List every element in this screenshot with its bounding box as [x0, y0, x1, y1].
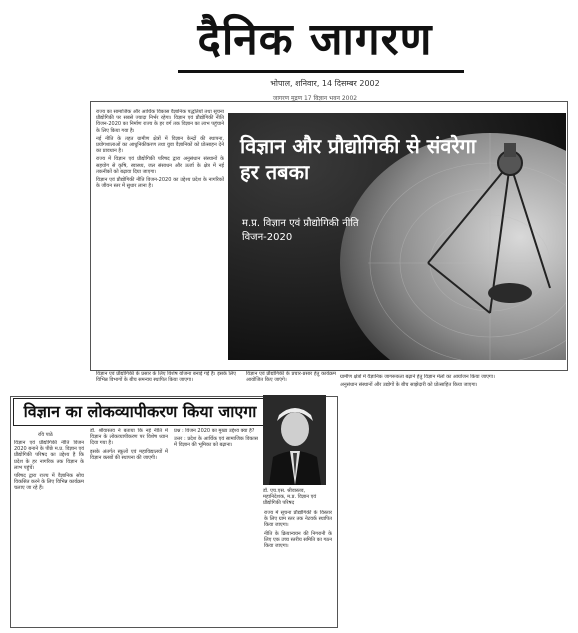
paragraph: प्रश्न : विजन 2020 का मुख्य उद्देश्य क्या है? [174, 428, 255, 434]
paragraph: अनुसंधान संस्थानों और उद्योगों के बीच साझेदारी को प्रोत्साहित किया जाएगा। [340, 382, 478, 389]
paragraph: इसके अंतर्गत स्कूलों एवं महाविद्यालयों में विज्ञान क्लबों की स्थापना की जाएगी। [90, 448, 168, 461]
paragraph: राज्य में विज्ञान एवं प्रौद्योगिकी परिषद द्वारा अनुसंधान संस्थानों के सहयोग से कृषि, स्वास्थ्य, जल संसाधन और ऊर्जा के क्षेत्र में नई तकनीकों को बढ़ावा दिया जाएगा। [96, 156, 224, 175]
paragraph: ग्रामीण क्षेत्रों में वैज्ञानिक जागरूकता बढ़ाने हेतु विज्ञान मेलों का आयोजन किया जाएगा। [340, 374, 495, 380]
article-column [90, 428, 168, 624]
article-continuation [246, 371, 336, 395]
dateline: भोपाल, शनिवार, 14 दिसम्बर 2002 [270, 79, 380, 88]
newspaper-title: दैनिक जागरण [197, 14, 433, 65]
paragraph: विज्ञान एवं प्रौद्योगिकी के प्रसार के लिए विशेष योजना बनाई गई है। इसके लिए विभिन्न विभागों के बीच समन्वय स्थापित किया जाएगा। [96, 371, 236, 384]
article-column [340, 374, 566, 624]
main-article [90, 101, 568, 371]
article-continuation [96, 371, 236, 395]
article-column [14, 440, 84, 626]
paragraph: विज्ञान एवं प्रौद्योगिकी नीति विजन-2020 का उद्देश्य प्रदेश के नागरिकों के जीवन स्तर में सुधार लाना है। [96, 177, 224, 190]
paragraph: डॉ. श्रीवास्तव ने बताया कि नई नीति में विज्ञान के लोकव्यापीकरण पर विशेष ध्यान दिया गया है। [90, 428, 168, 447]
paragraph: नीति के क्रियान्वयन की निगरानी के लिए एक उच्च स्तरीय समिति का गठन किया जाएगा। [264, 530, 332, 550]
masthead [0, 0, 578, 102]
article-column [96, 109, 224, 367]
paragraph: विज्ञान एवं प्रौद्योगिकी के प्रचार-प्रसार हेतु कार्यक्रम आयोजित किए जाएंगे। [246, 371, 336, 384]
paragraph: नई नीति के तहत ग्रामीण क्षेत्रों में विज्ञान केन्द्रों की स्थापना, प्रयोगशालाओं का आधुनिकीकरण तथा युवा वैज्ञानिकों को प्रोत्साहन देने का प्रावधान है। [96, 135, 224, 155]
sub-dateline: जागरण मुद्रण 17 विज्ञान भवन 2002 [272, 95, 358, 102]
masthead-rule [178, 70, 464, 73]
paragraph: राज्य में सूचना प्रौद्योगिकी के विस्तार के लिए ग्राम स्तर तक नेटवर्क स्थापित किया जाएगा। [264, 510, 332, 529]
portrait-photo [263, 395, 326, 485]
headline-box [13, 398, 265, 426]
paragraph: विज्ञान एवं प्रौद्योगिकी नीति विजन 2020 बनाने के पीछे म.प्र. विज्ञान एवं प्रौद्योगिकी परिषद का उद्देश्य है कि प्रदेश के हर नागरिक तक विज्ञान के लाभ पहुंचें। [14, 440, 84, 471]
paragraph: राज्य का सामाजिक और आर्थिक विकास वैज्ञानिक पद्धतियों तथा सूचना प्रौद्योगिकी पर सबसे ज्यादा निर्भर रहेगा। विज्ञान एवं प्रौद्योगिकी नीति विजन-2020 का निर्माण राज्य के हर वर्ग तक विज्ञान का लाभ पहुंचाने के लिए किया गया है। [96, 109, 224, 134]
photo-subtitle: म.प्र. विज्ञान एवं प्रौद्योगिकी नीति विजन-2020 [242, 218, 359, 243]
photo-headline: विज्ञान और प्रौद्योगिकी से संवरेगा हर तबका [240, 134, 476, 184]
article-column [264, 510, 332, 624]
byline: रवि पाठे [38, 432, 53, 438]
paragraph: उत्तर : प्रदेश के आर्थिक एवं सामाजिक विकास में विज्ञान की भूमिका को बढ़ाना। [174, 436, 258, 449]
paragraph: परिषद द्वारा राज्य में वैज्ञानिक सोच विकसित करने के लिए विभिन्न कार्यक्रम चलाए जा रहे हैं। [14, 473, 84, 492]
article-photo [228, 113, 566, 360]
photo-caption: डॉ. एच.एस. श्रीवास्तव, महानिदेशक, म.प्र. विज्ञान एवं प्रौद्योगिकी परिषद [263, 488, 317, 506]
article-headline: विज्ञान का लोकव्यापीकरण किया जाएगा [23, 402, 257, 421]
article-column [174, 428, 258, 624]
